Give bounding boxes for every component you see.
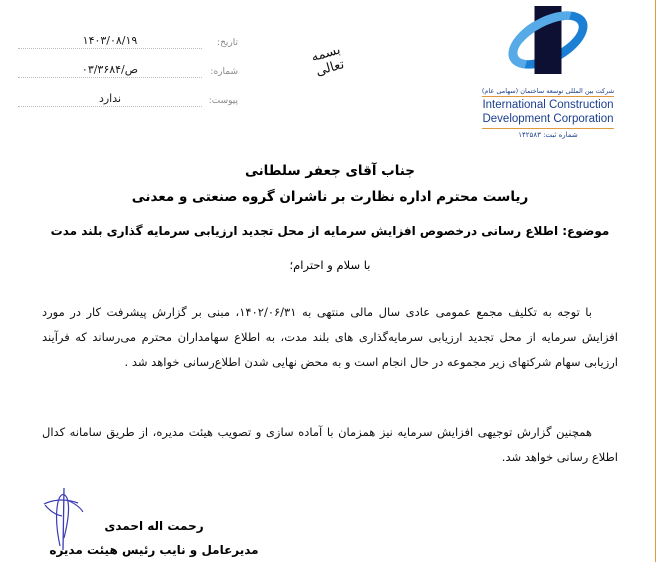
letterhead-logo-block	[458, 4, 638, 139]
registration-label: شماره ثبت:	[543, 130, 578, 139]
meta-row-attachment	[18, 82, 238, 107]
body-paragraph-2: همچنین گزارش توجیهی افزایش سرمایه نیز همزمان با آماده سازی و تصویب هیئت مدیره، از طریق سامانه کدال اطلاع رسانی خواهد شد.	[42, 425, 618, 465]
meta-value-date: ۱۴۰۳/۰۸/۱۹	[18, 34, 202, 49]
meta-label-number: شماره:	[210, 67, 238, 77]
meta-row-number	[18, 53, 238, 78]
company-name-en-line2: Development Corporation	[482, 112, 614, 125]
addressee-name: جناب آقای جعفر سلطانی	[244, 163, 416, 179]
registration-value: ۱۴۲۵۸۳	[518, 130, 541, 139]
letter-meta-fields	[18, 24, 238, 111]
subject-line: موضوع: اطلاع رسانی درخصوص افزایش سرمایه از محل تجدید ارزیابی سرمایه گذاری بلند مدت	[50, 224, 610, 238]
company-name-en-line1: International Construction	[482, 99, 614, 112]
besmellah-text: بسمه تعالی	[309, 42, 346, 80]
letterhead-frame-right	[655, 2, 656, 562]
meta-value-attachment: ندارد	[18, 92, 202, 107]
meta-row-date	[18, 24, 238, 49]
meta-value-number: ۰۳/۳۶۸۴/ص	[18, 63, 202, 78]
company-name-fa: شرکت بین المللی توسعه ساختمان (سهامی عام)	[482, 87, 614, 97]
signatory-title: مدیرعامل و نایب رئیس هیئت مدیره	[49, 543, 259, 558]
signature-block	[24, 514, 284, 562]
body-paragraph-1: با توجه به تکلیف مجمع عمومی عادی سال مالی منتهی به ۱۴۰۲/۰۶/۳۱، مبنی بر گزارش پیشرفت کار در مورد افزایش سرمایه از محل تجدید ارزیابی سرمایه‌گذاری های بلند مدت، به اطلاع سهامداران محترم می‌رساند که فرآیند ارزیابی سهام شرکتهای زیر مجموعه در حال انجام است و به محض نهایی شدن اطلاع‌رسانی خواهد شد .	[42, 305, 618, 370]
company-name-en	[482, 99, 613, 128]
signatory-name: رحمت اله احمدی	[104, 519, 204, 534]
meta-label-date: تاریخ:	[217, 38, 238, 48]
addressee-block	[40, 158, 620, 211]
greeting-line: با سلام و احترام؛	[289, 258, 371, 272]
registration-number	[458, 131, 638, 139]
meta-label-attachment: پیوست:	[208, 96, 238, 106]
company-logo-icon	[498, 4, 598, 76]
addressee-title: ریاست محترم اداره نظارت بر ناشران گروه صنعتی و معدنی	[131, 189, 529, 206]
